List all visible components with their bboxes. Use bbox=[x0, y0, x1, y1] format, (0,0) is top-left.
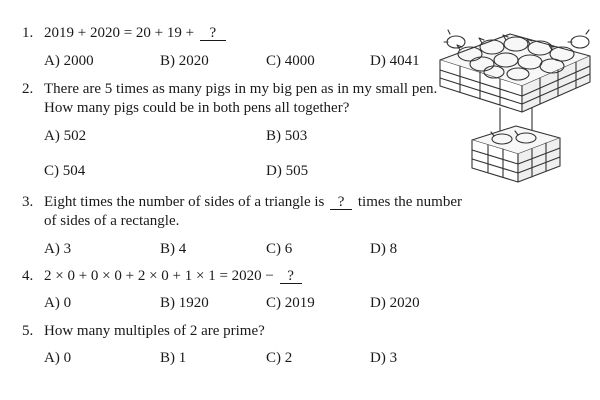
question-3-line-1 bbox=[44, 193, 462, 211]
question-1-text bbox=[44, 24, 228, 42]
question-4-stem: 2 × 0 + 0 × 0 + 2 × 0 + 1 × 1 = 2020 − bbox=[44, 268, 278, 284]
question-1-stem: 2019 + 2020 = 20 + 19 + bbox=[44, 25, 198, 41]
question-1-option-d[interactable]: D) 4041 bbox=[370, 53, 420, 69]
question-1-blank: ? bbox=[200, 26, 226, 41]
question-1-option-b[interactable]: B) 2020 bbox=[160, 53, 209, 69]
question-4-option-a[interactable]: A) 0 bbox=[44, 295, 72, 311]
question-5-text: How many multiples of 2 are prime? bbox=[44, 323, 265, 339]
question-2-line-1: There are 5 times as many pigs in my big pen as in my small pen. bbox=[44, 81, 438, 97]
question-5-option-d[interactable]: D) 3 bbox=[370, 350, 398, 366]
question-5-option-a[interactable]: A) 0 bbox=[44, 350, 72, 366]
question-4-option-d[interactable]: D) 2020 bbox=[370, 295, 420, 311]
question-4-text bbox=[44, 267, 304, 285]
question-3-stem-end: times the number bbox=[354, 194, 463, 210]
question-4-blank: ? bbox=[280, 269, 302, 284]
question-1-option-c[interactable]: C) 4000 bbox=[266, 53, 315, 69]
question-1-option-a[interactable]: A) 2000 bbox=[44, 53, 94, 69]
question-3-option-d[interactable]: D) 8 bbox=[370, 241, 398, 257]
question-2-option-c[interactable]: C) 504 bbox=[44, 163, 86, 179]
question-3-option-a[interactable]: A) 3 bbox=[44, 241, 72, 257]
question-3-option-c[interactable]: C) 6 bbox=[266, 241, 293, 257]
question-4-number: 4. bbox=[22, 268, 34, 284]
question-5-number: 5. bbox=[22, 323, 34, 339]
pig-pens-icon bbox=[430, 20, 600, 190]
question-2-option-d[interactable]: D) 505 bbox=[266, 163, 309, 179]
question-1-number: 1. bbox=[22, 25, 34, 41]
question-3-line-2: of sides of a rectangle. bbox=[44, 213, 180, 229]
question-2-line-2: How many pigs could be in both pens all together? bbox=[44, 100, 350, 116]
question-3-stem: Eight times the number of sides of a triangle is bbox=[44, 194, 329, 210]
question-3-option-b[interactable]: B) 4 bbox=[160, 241, 187, 257]
question-3-blank: ? bbox=[330, 195, 352, 210]
question-5-option-b[interactable]: B) 1 bbox=[160, 350, 187, 366]
question-3-number: 3. bbox=[22, 194, 34, 210]
question-4-option-c[interactable]: C) 2019 bbox=[266, 295, 315, 311]
question-2-option-b[interactable]: B) 503 bbox=[266, 128, 308, 144]
question-4-option-b[interactable]: B) 1920 bbox=[160, 295, 209, 311]
question-5-option-c[interactable]: C) 2 bbox=[266, 350, 293, 366]
question-2-number: 2. bbox=[22, 81, 34, 97]
question-2-option-a[interactable]: A) 502 bbox=[44, 128, 87, 144]
